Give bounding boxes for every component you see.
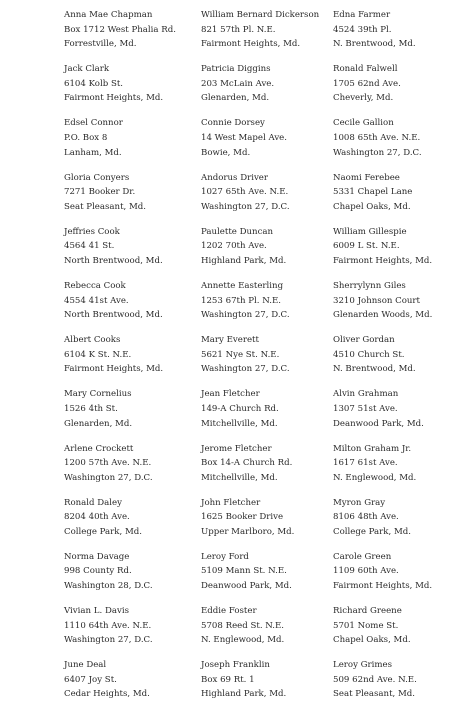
address-entry (64, 496, 176, 550)
entry-city: Mitchellville, Md. (201, 418, 278, 429)
entry-street: 1200 57th Ave. N.E. (64, 458, 152, 469)
entry-city: N. Englewood, Md. (333, 472, 417, 483)
address-entry (64, 8, 176, 62)
entry-street: 14 West Mapel Ave. (201, 132, 287, 143)
entry-city: Highland Park, Md. (201, 255, 287, 266)
entry-name: Albert Cooks (64, 335, 121, 346)
entry-city: Washington 27, D.C. (201, 201, 290, 212)
entry-street: 1526 4th St. (64, 403, 118, 414)
entry-street: 1110 64th Ave. N.E. (64, 620, 152, 631)
entry-street: 1202 70th Ave. (201, 241, 267, 252)
address-entry (201, 550, 319, 604)
address-entry (201, 62, 319, 116)
entry-street: 998 County Rd. (64, 566, 132, 577)
address-entry (333, 442, 432, 496)
entry-name: Sherrylynn Giles (333, 280, 406, 291)
entry-city: Deanwood Park, Md. (333, 418, 424, 429)
entry-street: 509 62nd Ave. N.E. (333, 674, 417, 685)
entry-city: Chapel Oaks, Md. (333, 635, 411, 646)
entry-street: 1253 67th Pl. N.E. (201, 295, 281, 306)
address-entry (333, 171, 432, 225)
entry-city: Cedar Heights, Md. (64, 689, 150, 700)
entry-street: 5701 Nome St. (333, 620, 399, 631)
entry-name: Paulette Duncan (201, 226, 274, 237)
entry-street: 203 McLain Ave. (201, 78, 275, 89)
entry-city: N. Brentwood, Md. (333, 364, 416, 375)
entry-city: Washington 27, D.C. (333, 147, 422, 158)
entry-street: 4510 Church St. (333, 349, 405, 360)
entry-city: Seat Pleasant, Md. (64, 201, 147, 212)
entry-name: Edna Farmer (333, 10, 391, 20)
entry-street: 6104 K St. N.E. (64, 349, 132, 360)
entry-city: Glenarden Woods, Md. (333, 310, 433, 321)
entry-name: William Gillespie (333, 226, 407, 237)
entry-name: Mary Everett (201, 335, 259, 346)
entry-city: Washington 27, D.C. (201, 364, 290, 375)
address-entry (64, 116, 176, 170)
entry-street: 6104 Kolb St. (64, 78, 124, 89)
address-entry (333, 116, 432, 170)
entry-city: Fairmont Heights, Md. (64, 93, 164, 104)
entry-city: Washington 27, D.C. (201, 310, 290, 321)
entry-city: N. Englewood, Md. (201, 635, 285, 646)
entry-name: Cecile Gallion (333, 118, 394, 129)
address-entry (64, 62, 176, 116)
entry-city: Chapel Oaks, Md. (333, 201, 411, 212)
entry-street: 5109 Mann St. N.E. (201, 566, 287, 577)
address-entry (64, 387, 176, 441)
entry-name: Oliver Gordan (333, 335, 395, 346)
address-entry (333, 333, 432, 387)
address-entry (201, 171, 319, 225)
address-entry (64, 171, 176, 225)
address-entry (201, 225, 319, 279)
entry-name: Naomi Ferebee (333, 172, 400, 183)
address-entry (201, 279, 319, 333)
entry-city: Cheverly, Md. (333, 93, 394, 104)
entry-name: Carole Green (333, 551, 392, 562)
entry-name: Norma Davage (64, 551, 130, 562)
address-entry (201, 604, 319, 658)
address-entry (333, 279, 432, 333)
address-entry (333, 496, 432, 550)
entry-city: Fairmont Heights, Md. (333, 581, 433, 592)
entry-street: 1109 60th Ave. (333, 566, 399, 577)
address-entry (64, 442, 176, 496)
address-entry (64, 550, 176, 604)
entry-name: Milton Graham Jr. (333, 443, 412, 454)
entry-name: Jack Clark (64, 64, 110, 75)
entry-street: 6009 L St. N.E. (333, 241, 400, 252)
entry-city: College Park, Md. (64, 526, 142, 537)
entry-name: Eddie Foster (201, 606, 257, 617)
entry-name: Joseph Franklin (201, 660, 270, 671)
entry-name: Ronald Falwell (333, 64, 398, 75)
entry-street: 149-A Church Rd. (201, 403, 279, 414)
entry-street: 5331 Chapel Lane (333, 187, 413, 198)
entry-street: 7271 Booker Dr. (64, 187, 136, 198)
entry-name: Patricia Diggins (201, 64, 271, 75)
entry-name: Jeffries Cook (64, 226, 120, 237)
entry-name: John Fletcher (201, 497, 261, 508)
entry-name: Andorus Driver (201, 172, 268, 183)
entry-city: Upper Marlboro, Md. (201, 526, 295, 537)
entry-name: Jean Fletcher (201, 389, 260, 400)
address-entry (333, 550, 432, 604)
entry-city: Glenarden, Md. (201, 93, 270, 104)
entry-street: 1617 61st Ave. (333, 458, 398, 469)
entry-street: P.O. Box 8 (64, 132, 108, 143)
entry-city: Fairmont Heights, Md. (64, 364, 164, 375)
address-entry (333, 8, 432, 62)
address-entry (201, 442, 319, 496)
entry-city: N. Brentwood, Md. (333, 39, 416, 50)
entry-name: June Deal (64, 660, 107, 671)
entry-city: North Brentwood, Md. (64, 310, 163, 321)
entry-name: Arlene Crockett (64, 443, 134, 454)
entry-street: 6407 Joy St. (64, 674, 117, 685)
entry-street: 4554 41st Ave. (64, 295, 129, 306)
address-entry (201, 496, 319, 550)
entry-name: Annette Easterling (201, 280, 284, 291)
entry-street: 821 57th Pl. N.E. (201, 24, 276, 35)
address-entry (333, 604, 432, 658)
entry-name: Myron Gray (333, 497, 386, 508)
address-entry (201, 116, 319, 170)
entry-name: Edsel Connor (64, 118, 123, 129)
address-entry (333, 658, 432, 712)
address-entry (201, 333, 319, 387)
entry-name: William Bernard Dickerson (201, 10, 320, 20)
directory-column-1 (64, 8, 176, 712)
entry-name: Leroy Grimes (333, 660, 393, 671)
address-entry (333, 225, 432, 279)
entry-city: Fairmont Heights, Md. (201, 39, 301, 50)
entry-street: 3210 Johnson Court (333, 295, 420, 306)
directory-column-3 (333, 8, 432, 712)
entry-street: Box 69 Rt. 1 (201, 674, 255, 685)
entry-city: Washington 27, D.C. (64, 472, 153, 483)
entry-street: 8106 48th Ave. (333, 512, 399, 523)
address-entry (64, 604, 176, 658)
entry-name: Rebecca Cook (64, 280, 126, 291)
entry-street: 8204 40th Ave. (64, 512, 130, 523)
address-entry (64, 225, 176, 279)
entry-name: Anna Mae Chapman (64, 10, 153, 20)
address-entry (333, 62, 432, 116)
entry-city: Lanham, Md. (64, 147, 122, 158)
directory-column-2 (201, 8, 319, 712)
address-entry (64, 658, 176, 712)
entry-name: Connie Dorsey (201, 118, 265, 129)
entry-city: Bowie, Md. (201, 147, 251, 158)
entry-city: Washington 28, D.C. (64, 581, 153, 592)
entry-name: Richard Greene (333, 606, 402, 617)
entry-name: Jerome Fletcher (201, 443, 272, 454)
address-entry (64, 279, 176, 333)
entry-city: Forrestville, Md. (64, 39, 137, 50)
entry-name: Leroy Ford (201, 551, 249, 562)
entry-street: 4524 39th Pl. (333, 24, 392, 35)
entry-street: 1705 62nd Ave. (333, 78, 401, 89)
entry-street: 5708 Reed St. N.E. (201, 620, 284, 631)
entry-city: Mitchellville, Md. (201, 472, 278, 483)
entry-city: North Brentwood, Md. (64, 255, 163, 266)
entry-street: 1008 65th Ave. N.E. (333, 132, 421, 143)
entry-street: Box 14-A Church Rd. (201, 458, 293, 469)
entry-city: Washington 27, D.C. (64, 635, 153, 646)
entry-city: Deanwood Park, Md. (201, 581, 292, 592)
address-entry (201, 8, 319, 62)
entry-city: Highland Park, Md. (201, 689, 287, 700)
entry-name: Mary Cornelius (64, 389, 132, 400)
entry-name: Ronald Daley (64, 497, 122, 508)
entry-street: 5621 Nye St. N.E. (201, 349, 280, 360)
entry-street: Box 1712 West Phalia Rd. (64, 24, 176, 35)
address-entry (201, 387, 319, 441)
address-entry (333, 387, 432, 441)
entry-city: Fairmont Heights, Md. (333, 255, 433, 266)
entry-street: 4564 41 St. (64, 241, 115, 252)
entry-street: 1027 65th Ave. N.E. (201, 187, 289, 198)
entry-street: 1307 51st Ave. (333, 403, 398, 414)
entry-city: Glenarden, Md. (64, 418, 133, 429)
address-entry (64, 333, 176, 387)
entry-name: Vivian L. Davis (64, 606, 129, 617)
entry-name: Alvin Grahman (333, 389, 399, 400)
entry-street: 1625 Booker Drive (201, 512, 284, 523)
entry-city: Seat Pleasant, Md. (333, 689, 416, 700)
address-entry (201, 658, 319, 712)
entry-name: Gloria Conyers (64, 172, 130, 183)
entry-city: College Park, Md. (333, 526, 411, 537)
